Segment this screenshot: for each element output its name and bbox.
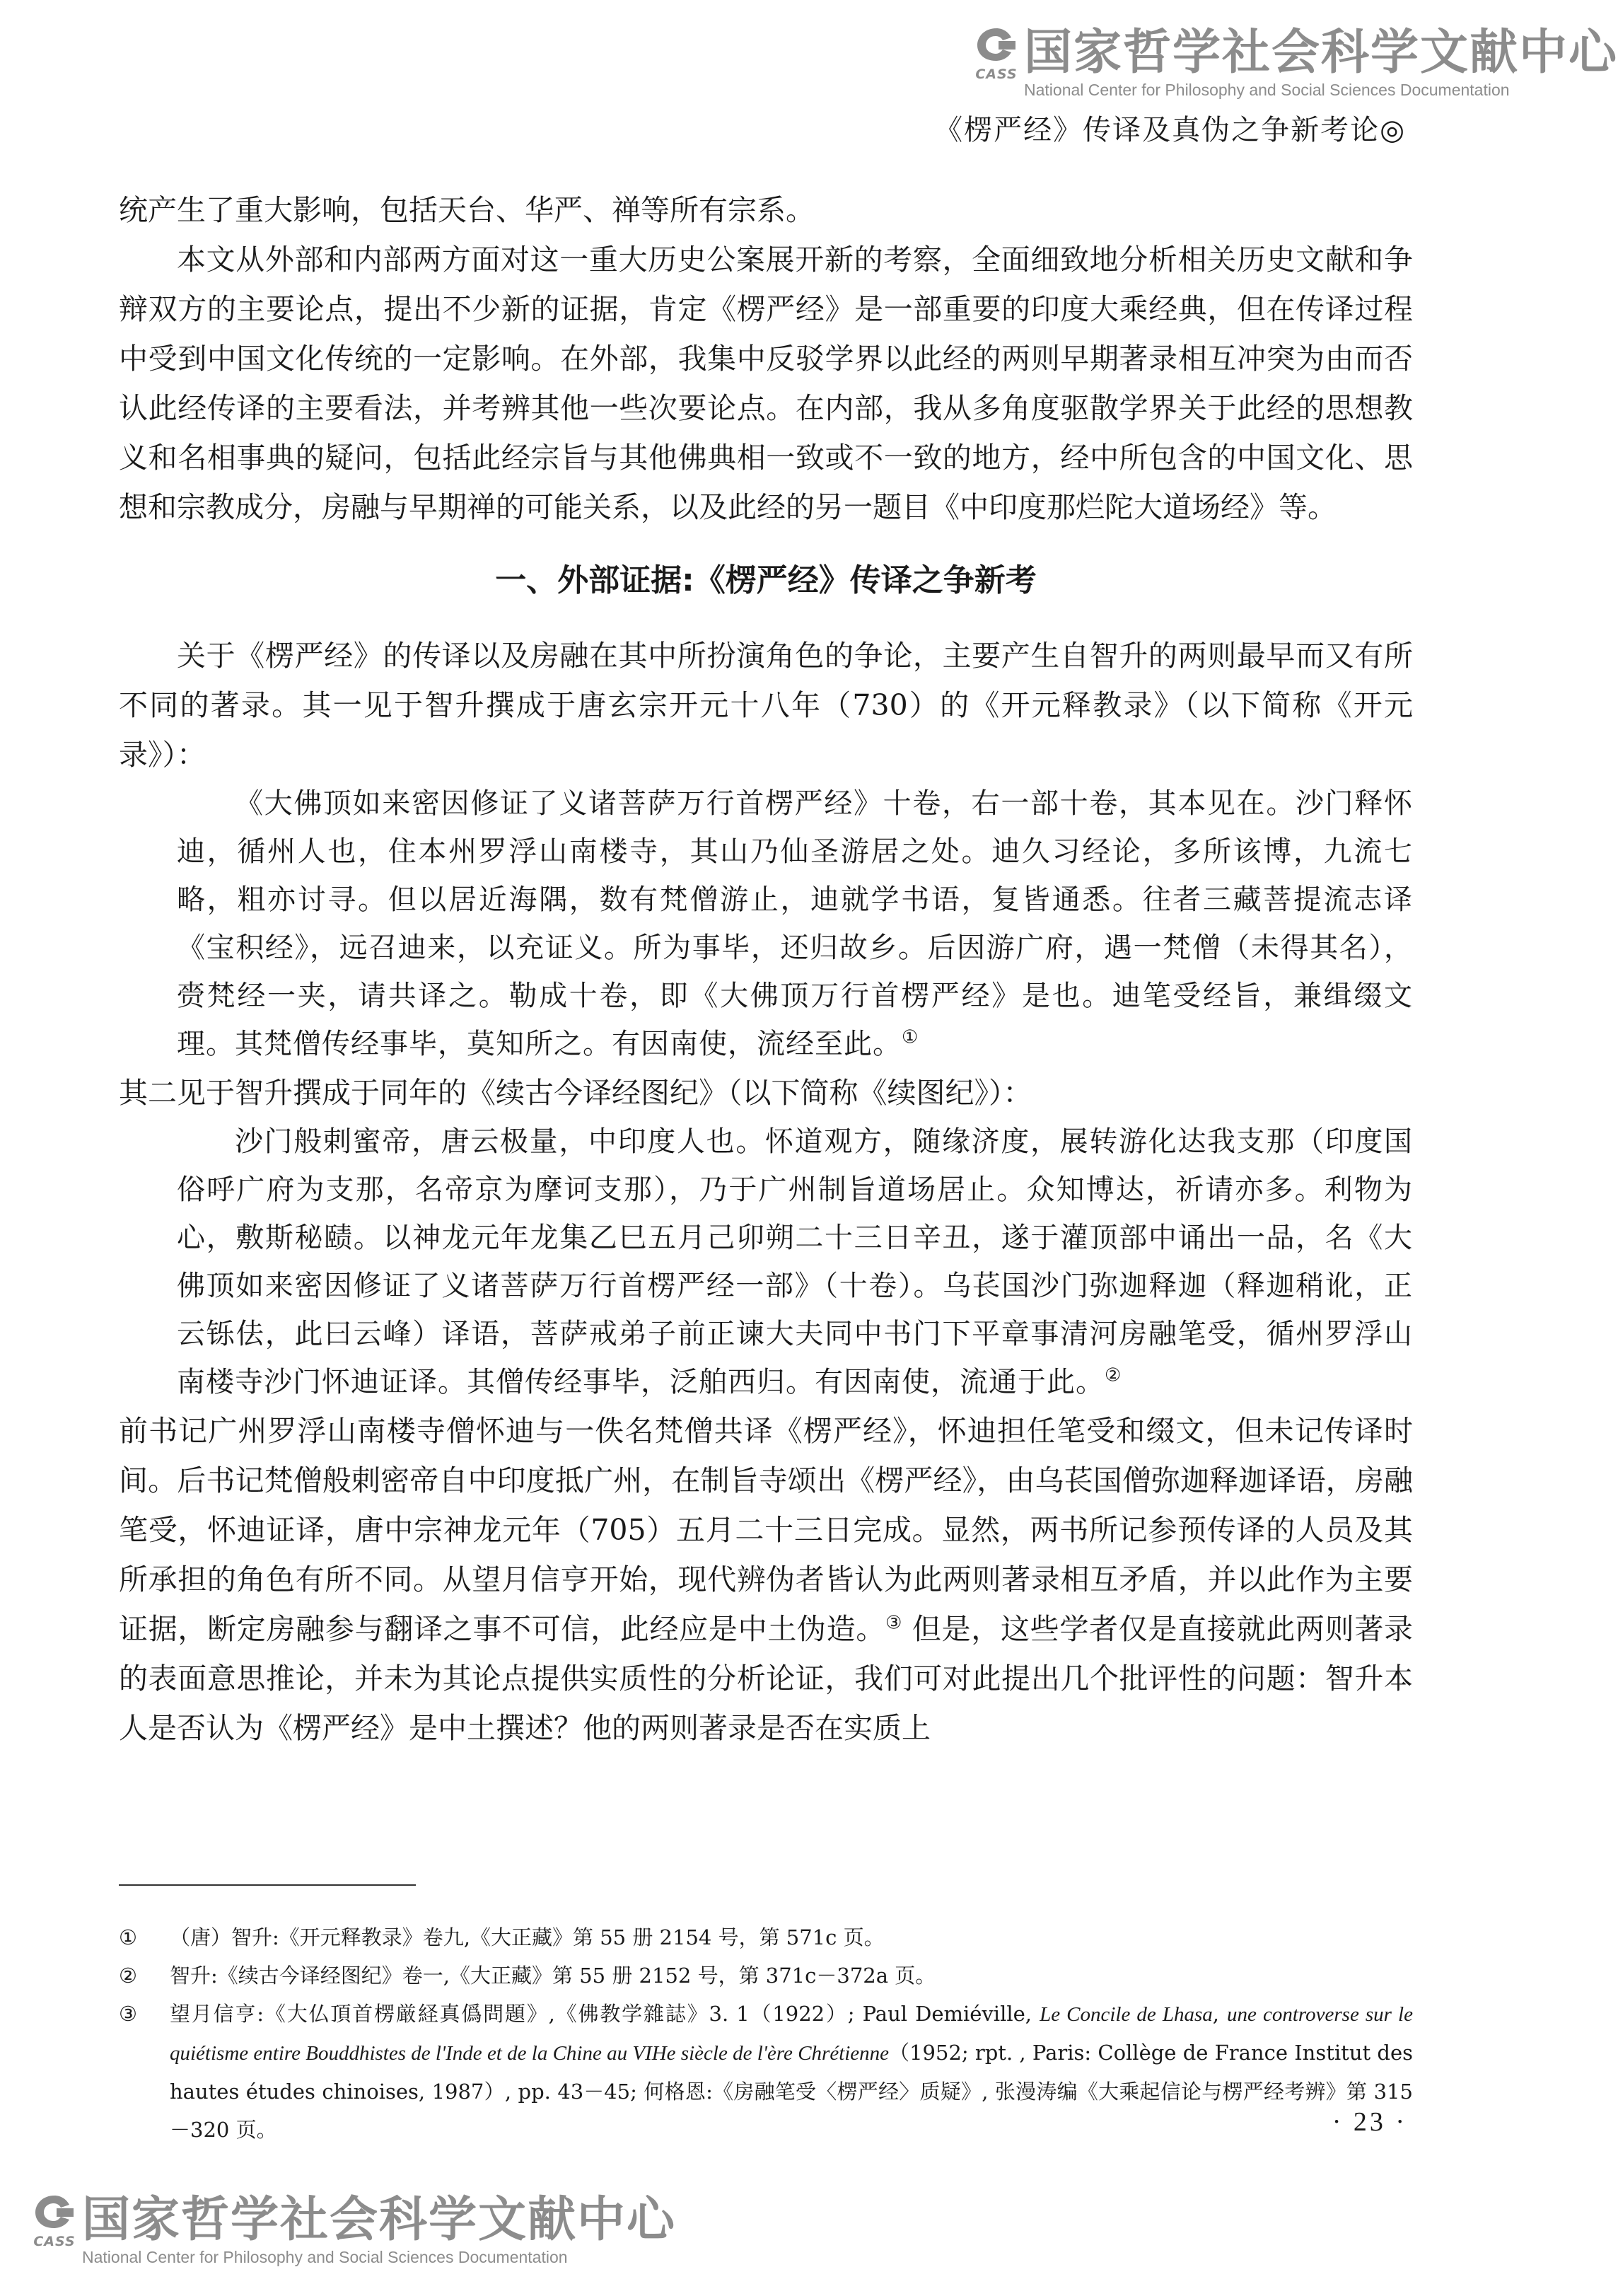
logo-chinese-name: 国家哲学社会科学文献中心 bbox=[1024, 25, 1618, 81]
intro-paragraph-2: 本文从外部和内部两方面对这一重大历史公案展开新的考察，全面细致地分析相关历史文献和争辩双方的主要论点，提出不少新的证据，肯定《楞严经》是一部重要的印度大乘经典，但在传译过程中受到中国文化传统的一定影响。在外部，我集中反驳学界以此经的两则早期著录相互冲突为由而否认此经传译的主要看法，并考辨其他一些次要论点。在内部，我从多角度驱散学界关于此经的思想教义和名相事典的疑问，包括此经宗旨与其他佛典相一致或不一致的地方，经中所包含的中国文化、思想和宗教成分，房融与早期禅的可能关系，以及此经的另一题目《中印度那烂陀大道场经》等。 bbox=[119, 243, 1413, 524]
footnote-1 bbox=[119, 1918, 1413, 1956]
block-quote-1-text bbox=[177, 779, 1413, 1068]
footnote-ref-1[interactable]: ① bbox=[902, 1026, 919, 1048]
footnote-ref-2[interactable]: ② bbox=[1105, 1364, 1122, 1386]
footnote-3-book-subtitle: une controverse sur le quiétisme entire Bouddhistes de l'Inde et de la Chine au VIHe siècle de l'ère Chrétienne bbox=[170, 2003, 1413, 2065]
footnote-text bbox=[170, 1995, 1413, 2149]
logo-cass-text: CASS bbox=[33, 2234, 76, 2249]
footer-logo bbox=[33, 2193, 676, 2266]
article-body bbox=[119, 185, 1413, 1753]
footnote-ref-3[interactable]: ③ bbox=[885, 1612, 903, 1634]
logo-chinese-name: 国家哲学社会科学文献中心 bbox=[82, 2192, 677, 2248]
logo-english-name: National Center for Philosophy and Social Sciences Documentation bbox=[1024, 81, 1510, 99]
footnote-3-part-3: （1952; rpt. , Paris: Collège de France Institut des hautes études chinoises, 1987）, pp. 43－45; 何格恩:《房融笔受〈楞严经〉质疑》, 张漫涛编《大乘起信论与楞严经考辨》第 315－320 页。 bbox=[170, 2041, 1413, 2142]
running-head: 《楞严经》传译及真伪之争新考论◎ bbox=[934, 114, 1406, 146]
section-paragraph-3-part-2: 但是，这些学者仅是直接就此两则著录的表面意思推论，并未为其论点提供实质性的分析论证，我们可对此提出几个批评性的问题：智升本人是否认为《楞严经》是中土撰述？他的两则著录是否在实质上 bbox=[119, 1612, 1414, 1745]
block-quote-1 bbox=[177, 779, 1413, 1068]
page-number: · 23 · bbox=[1332, 2107, 1407, 2137]
footnote-2 bbox=[119, 1956, 1413, 1995]
logo-mark bbox=[974, 25, 1018, 82]
footnote-number: ③ bbox=[119, 2002, 137, 2026]
section-paragraph-3 bbox=[119, 1406, 1413, 1753]
block-quote-2-body: 沙门般剌蜜帝，唐云极量，中印度人也。怀道观方，随缘济度，展转游化达我支那（印度国俗呼广府为支那，名帝京为摩诃支那），乃于广州制旨道场居止。众知博达，祈请亦多。利物为心，敷斯秘赜。以神龙元年龙集乙巳五月己卯朔二十三日辛丑，遂于灌顶部中诵出一品，名《大佛顶如来密因修证了义诸菩萨万行首楞严经一部》（十卷）。乌苌国沙门弥迦释迦（释迦稍讹，正云铄佉，此曰云峰）译语，菩萨戒弟子前正谏大夫同中书门下平章事清河房融笔受，循州罗浮山南楼寺沙门怀迪证译。其僧传经事毕，泛舶西归。有因南使，流通于此。 bbox=[177, 1125, 1413, 1398]
footnote-3-book-title: Le Concile de Lhasa bbox=[1040, 2003, 1213, 2026]
block-quote-1-body: 《大佛顶如来密因修证了义诸菩萨万行首楞严经》十卷，右一部十卷，其本见在。沙门释怀迪，循州人也，住本州罗浮山南楼寺，其山乃仙圣游居之处。迪久习经论，多所该博，九流七略，粗亦讨寻。但以居近海隅，数有梵僧游止，迪就学书语，复皆通悉。往者三藏菩提流志译《宝积经》，远召迪来，以充证义。所为事毕，还归故乡。后因游广府，遇一梵僧（未得其名），赍梵经一夹，请共译之。勒成十卷，即《大佛顶万行首楞严经》是也。迪笔受经旨，兼缉缀文理。其梵僧传经事毕，莫知所之。有因南使，流经至此。 bbox=[177, 787, 1413, 1060]
cass-logo-icon bbox=[974, 25, 1018, 65]
footnote-number: ② bbox=[119, 1964, 137, 1988]
block-quote-2 bbox=[177, 1118, 1413, 1406]
footnote-number: ① bbox=[119, 1925, 137, 1949]
logo-cass-text: CASS bbox=[975, 66, 1018, 82]
footnote-3 bbox=[119, 1995, 1413, 2149]
footnote-divider bbox=[119, 1884, 416, 1886]
footnotes bbox=[119, 1918, 1413, 2149]
intro-paragraph-1: 统产生了重大影响，包括天台、华严、禅等所有宗系。 bbox=[119, 193, 815, 227]
footnote-3-part-1: 望月信亨:《大仏頂首楞厳経真僞問題》,《佛教学雜誌》3. 1（1922）; Paul Demiéville, bbox=[170, 2002, 1040, 2026]
header-logo bbox=[974, 25, 1618, 99]
section-paragraph-1: 关于《楞严经》的传译以及房融在其中所扮演角色的争论，主要产生自智升的两则最早而又有所不同的著录。其一见于智升撰成于唐玄宗开元十八年（730）的《开元释教录》（以下简称《开元录》）： bbox=[119, 639, 1413, 772]
footnote-3-part-2: , bbox=[1212, 2002, 1228, 2026]
footnote-text: （唐）智升:《开元释教录》卷九,《大正藏》第 55 册 2154 号，第 571c 页。 bbox=[170, 1925, 885, 1949]
block-quote-2-text bbox=[177, 1118, 1413, 1406]
section-paragraph-3-part-1: 前书记广州罗浮山南楼寺僧怀迪与一佚名梵僧共译《楞严经》，怀迪担任笔受和缀文，但未记传译时间。后书记梵僧般剌密帝自中印度抵广州，在制旨寺颂出《楞严经》，由乌苌国僧弥迦释迦译语，房融笔受，怀迪证译，唐中宗神龙元年（705）五月二十三日完成。显然，两书所记参预传译的人员及其所承担的角色有所不同。从望月信亨开始，现代辨伪者皆认为此两则著录相互矛盾，并以此作为主要证据，断定房融参与翻译之事不可信，此经应是中土伪造。 bbox=[119, 1414, 1413, 1646]
section-paragraph-2: 其二见于智升撰成于同年的《续古今译经图纪》（以下简称《续图纪》）： bbox=[119, 1076, 1032, 1110]
logo-mark bbox=[33, 2193, 76, 2249]
cass-logo-icon bbox=[33, 2193, 76, 2232]
footnote-text: 智升:《续古今译经图纪》卷一,《大正藏》第 55 册 2152 号，第 371c－372a 页。 bbox=[170, 1964, 936, 1988]
section-heading: 一、外部证据:《楞严经》传译之争新考 bbox=[495, 562, 1037, 598]
logo-english-name: National Center for Philosophy and Social Sciences Documentation bbox=[82, 2248, 568, 2266]
